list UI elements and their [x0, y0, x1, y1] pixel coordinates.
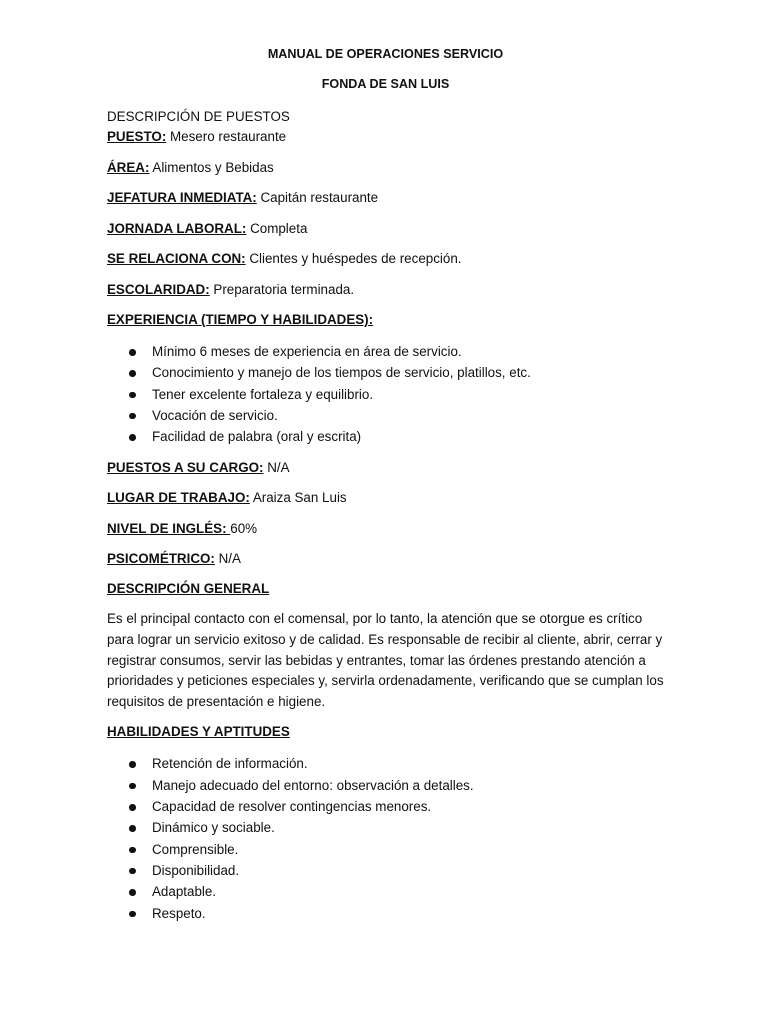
field-jefatura — [107, 188, 664, 208]
field-value: Clientes y huéspedes de recepción. — [245, 251, 462, 266]
habilidades-heading — [107, 722, 664, 742]
list-item — [107, 796, 664, 817]
field-value: Araiza San Luis — [249, 490, 347, 506]
field-value: Alimentos y Bebidas — [149, 159, 274, 175]
document-title: MANUAL DE OPERACIONES SERVICIO — [267, 47, 504, 61]
list-item-text: Mínimo 6 meses de experiencia en área de servicio. — [152, 344, 462, 359]
list-item — [107, 384, 664, 405]
field-label: ESCOLARIDAD: — [107, 281, 210, 297]
bullet-icon — [129, 783, 136, 790]
list-item-text: Manejo adecuado del entorno: observación a detalles. — [152, 777, 474, 793]
list-item-text: Comprensible. — [152, 841, 239, 857]
field-label: PSICOMÉTRICO: — [107, 551, 215, 567]
list-item-text: Capacidad de resolver contingencias menores. — [152, 799, 432, 815]
list-item-text: Vocación de servicio. — [152, 407, 278, 423]
list-item-text: Tener excelente fortaleza y equilibrio. — [152, 386, 374, 402]
bullet-icon — [129, 825, 136, 832]
bullet-icon — [129, 761, 136, 768]
list-item — [107, 817, 664, 838]
list-item — [107, 753, 664, 774]
field-label: JORNADA LABORAL: — [107, 220, 247, 236]
list-item-text: Respeto. — [152, 905, 206, 921]
field-puestos-cargo — [107, 458, 664, 478]
list-item — [107, 426, 664, 447]
list-item — [107, 839, 664, 860]
field-label: PUESTO: — [107, 129, 167, 144]
field-value: Completa — [246, 220, 308, 236]
field-label: EXPERIENCIA (TIEMPO Y HABILIDADES): — [107, 312, 374, 327]
bullet-icon — [129, 868, 136, 875]
field-value: Preparatoria terminada. — [209, 281, 355, 297]
list-item-text: Adaptable. — [152, 884, 217, 900]
list-item-text: Disponibilidad. — [152, 862, 240, 878]
bullet-icon — [129, 370, 136, 377]
field-escolaridad — [107, 280, 664, 300]
field-area — [107, 158, 664, 178]
field-psicometrico — [107, 549, 664, 569]
field-value: Capitán restaurante — [256, 190, 379, 205]
habilidades-list — [107, 753, 664, 923]
bullet-icon — [129, 349, 136, 356]
list-item-text: Dinámico y sociable. — [152, 820, 275, 836]
field-value: N/A — [263, 459, 290, 475]
bullet-icon — [129, 911, 136, 918]
field-ingles — [107, 519, 664, 539]
list-item — [107, 405, 664, 426]
field-lugar — [107, 488, 664, 508]
experiencia-list — [107, 341, 664, 447]
field-label: SE RELACIONA CON: — [107, 251, 246, 266]
document-subtitle: FONDA DE SAN LUIS — [321, 77, 450, 91]
bullet-icon — [129, 413, 136, 420]
list-item — [107, 881, 664, 902]
field-jornada — [107, 219, 664, 239]
list-item — [107, 341, 664, 362]
field-value: Mesero restaurante — [166, 129, 287, 144]
list-item — [107, 903, 664, 924]
list-item — [107, 860, 664, 881]
field-label: NIVEL DE INGLÉS: — [107, 520, 231, 536]
section-heading-label: HABILIDADES Y APTITUDES — [107, 724, 290, 740]
list-item-text: Retención de información. — [152, 756, 308, 772]
field-experiencia — [107, 310, 664, 330]
list-item-text: Facilidad de palabra (oral y escrita) — [152, 429, 362, 445]
bullet-icon — [129, 847, 136, 854]
field-label: PUESTOS A SU CARGO: — [107, 459, 264, 475]
list-item — [107, 775, 664, 796]
section-title: DESCRIPCIÓN DE PUESTOS — [107, 109, 290, 124]
field-relaciona — [107, 249, 664, 269]
field-label: LUGAR DE TRABAJO: — [107, 490, 250, 506]
descripcion-general-text: Es el principal contacto con el comensal, por lo tanto, la atención que se otorgue es crítico para lograr un servicio exitoso y de calidad. Es responsable de recibir al cliente, abrir, cerrar y registrar consumos, servir las bebidas y entrantes, tomar las órdenes prestando atención a prioridades y peticiones especiales y, servirla ordenadamente, verificando que se cumplan los requisitos de presentación e higiene. — [107, 611, 664, 709]
bullet-icon — [129, 804, 136, 811]
field-label: JEFATURA INMEDIATA: — [107, 190, 257, 205]
descripcion-general-heading — [107, 579, 664, 599]
field-puesto — [107, 127, 664, 147]
field-value: 60% — [230, 520, 258, 536]
bullet-icon — [129, 434, 136, 441]
list-item — [107, 362, 664, 383]
bullet-icon — [129, 392, 136, 399]
field-label: ÁREA: — [107, 159, 150, 175]
bullet-icon — [129, 889, 136, 896]
list-item-text: Conocimiento y manejo de los tiempos de servicio, platillos, etc. — [152, 365, 531, 381]
field-value: N/A — [214, 551, 241, 567]
section-heading-label: DESCRIPCIÓN GENERAL — [107, 581, 270, 597]
